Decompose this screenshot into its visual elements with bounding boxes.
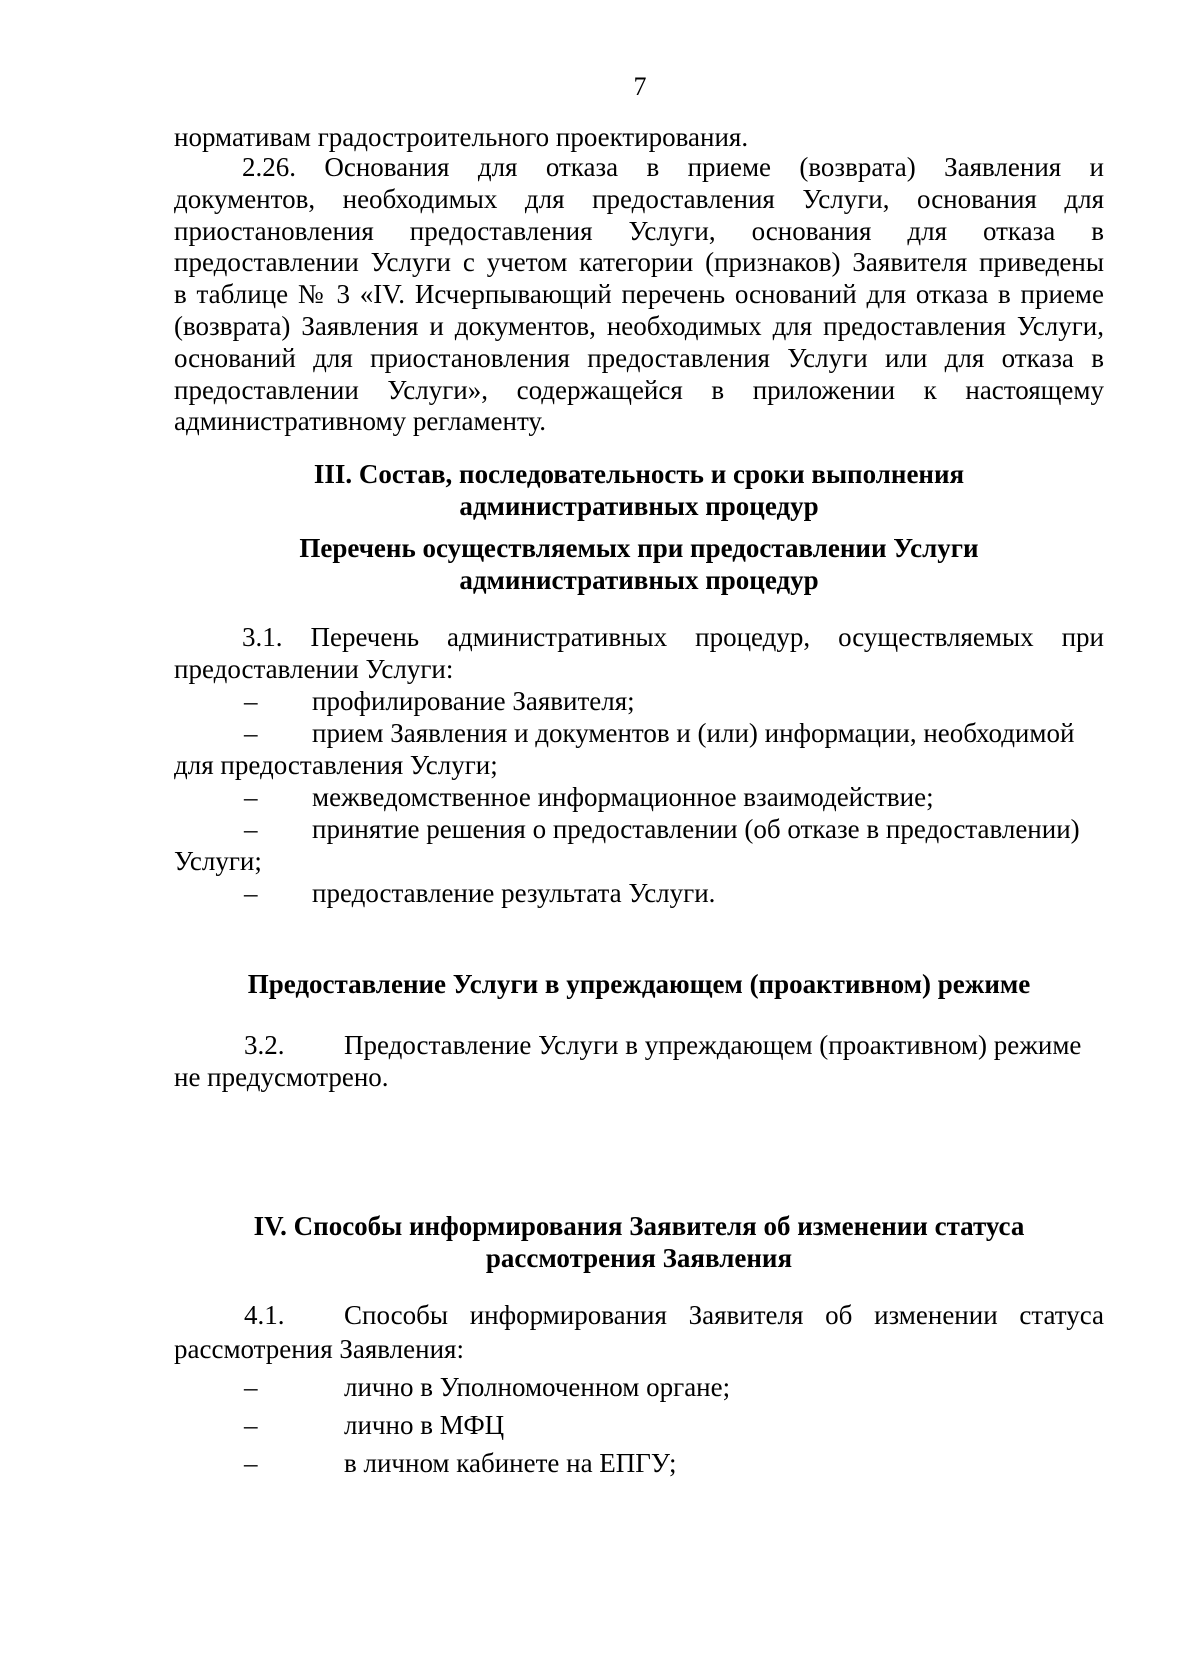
list-item-continuation: для предоставления Услуги; [174,750,498,780]
list-dash: – [244,718,258,748]
list-dash: – [244,686,258,716]
paragraph-line: 2.26. Основания для отказа в приеме (возврата) Заявления и [242,152,1104,182]
paragraph-3-1 [174,622,1104,686]
heading-line: III. Состав, последовательность и сроки выполнения [313,459,965,489]
paragraph-2-26 [174,152,1104,438]
heading-line: Перечень осуществляемых при предоставлении Услуги [299,533,979,563]
paragraph-line: административному регламенту. [174,406,546,437]
proactive-heading: Предоставление Услуги в упреждающем (проактивном) режиме [247,969,1031,999]
paragraph-3-2-continuation: не предусмотрено. [174,1062,389,1092]
paragraph-line: предоставлении Услуги с учетом категории (признаков) Заявителя приведены [174,247,1104,278]
page-number: 7 [633,72,647,101]
heading-line: административных процедур [459,491,819,521]
list-dash: – [244,1372,258,1402]
list-item: прием Заявления и документов и (или) информации, необходимой [312,718,1075,748]
paragraph-line: приостановления предоставления Услуги, основания для отказа в [174,215,1104,246]
procedures-subheading [174,532,1104,596]
heading-line: IV. Способы информирования Заявителя об изменении статуса [253,1211,1025,1241]
list-dash: – [244,814,258,844]
heading-line: административных процедур [459,565,819,595]
list-item: лично в МФЦ [344,1410,505,1440]
list-dash: – [244,878,258,908]
paragraph-line: предоставлении Услуги: [174,653,454,684]
list-dash: – [244,782,258,812]
paragraph-number: 3.2. [244,1030,285,1060]
paragraph-number: 4.1. [244,1300,285,1330]
paragraph-continuation: нормативам градостроительного проектирования. [174,122,749,152]
list-item: межведомственное информационное взаимодействие; [312,782,934,812]
list-item-continuation: Услуги; [174,846,262,876]
paragraph-3-2-text: Предоставление Услуги в упреждающем (проактивном) режиме [344,1030,1082,1060]
list-item: принятие решения о предоставлении (об отказе в предоставлении) [312,814,1080,844]
paragraph-4-1-continuation: рассмотрения Заявления: [174,1334,464,1364]
list-item: предоставление результата Услуги. [312,878,716,908]
paragraph-line: оснований для приостановления предоставления Услуги или для отказа в [174,342,1104,373]
heading-line: рассмотрения Заявления [485,1243,793,1273]
list-dash: – [244,1448,258,1478]
list-dash: – [244,1410,258,1440]
paragraph-line: предоставлении Услуги», содержащейся в приложении к настоящему [174,374,1104,405]
section-3-heading [174,458,1104,522]
paragraph-line: 3.1. Перечень административных процедур, осуществляемых при [242,622,1104,652]
paragraph-4-1-text: Способы информирования Заявителя об изменении статуса [344,1300,1104,1330]
list-item: лично в Уполномоченном органе; [344,1372,731,1402]
paragraph-line: в таблице № 3 «IV. Исчерпывающий перечень оснований для отказа в приеме [174,279,1104,310]
list-item: в личном кабинете на ЕПГУ; [344,1448,677,1478]
list-item: профилирование Заявителя; [312,686,635,716]
section-4-heading [174,1210,1104,1274]
paragraph-line: документов, необходимых для предоставления Услуги, основания для [174,183,1104,214]
paragraph-line: (возврата) Заявления и документов, необходимых для предоставления Услуги, [174,310,1104,341]
